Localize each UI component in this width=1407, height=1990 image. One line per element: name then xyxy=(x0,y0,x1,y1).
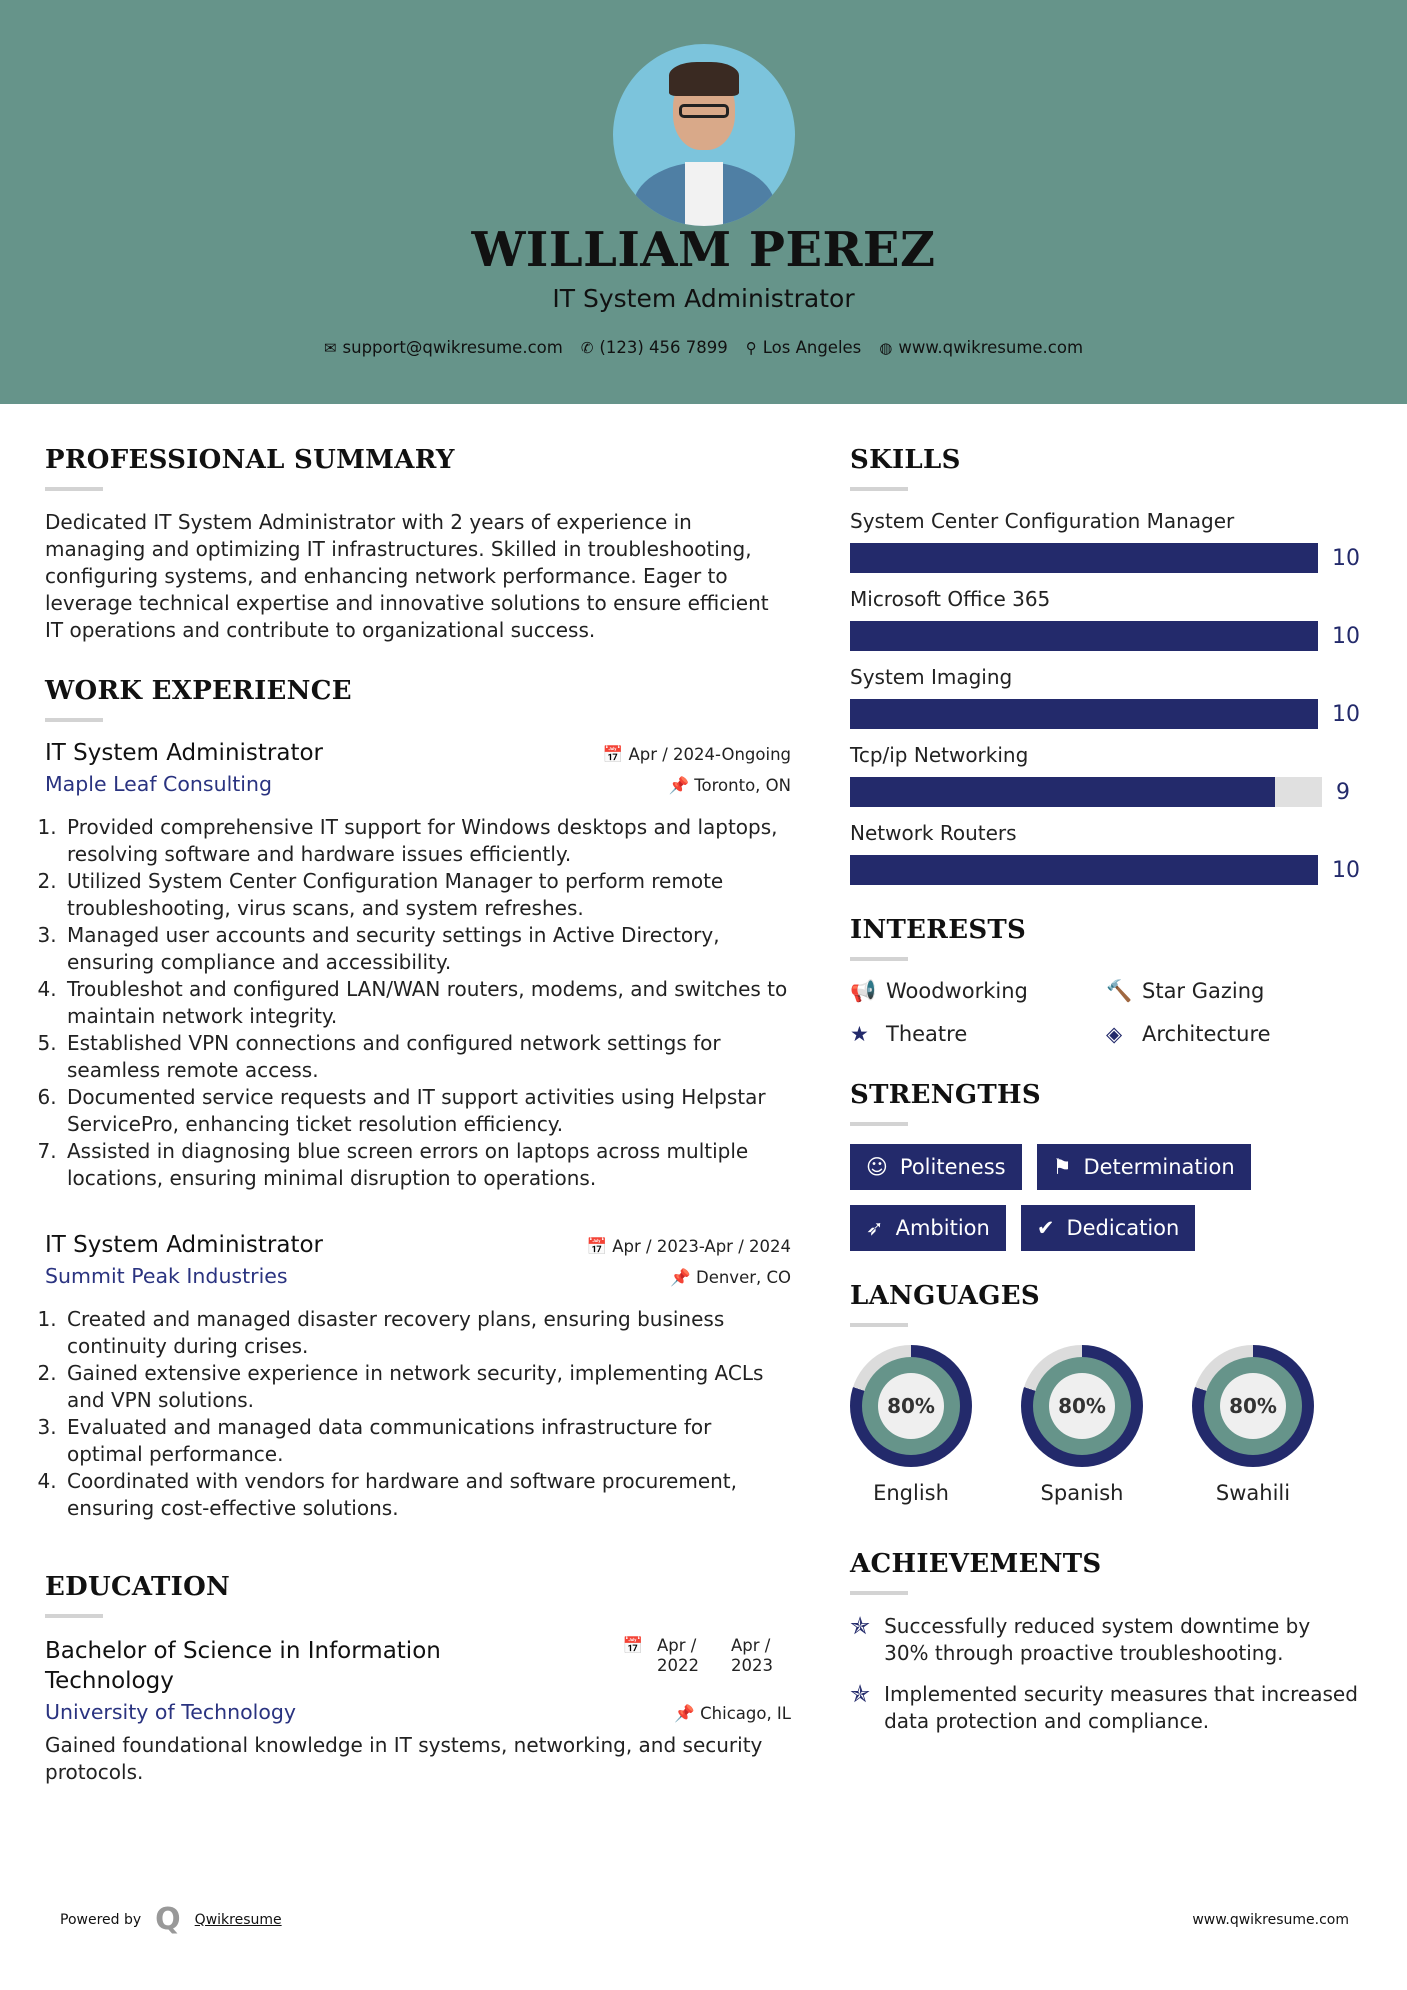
skill-bar-fill xyxy=(850,699,1318,729)
smile-icon: ☺ xyxy=(866,1155,888,1179)
interest-item xyxy=(850,979,1106,1004)
skill-bar-fill xyxy=(850,543,1318,573)
language-name: Spanish xyxy=(1040,1481,1124,1505)
skill-bar xyxy=(850,777,1322,807)
skill-item xyxy=(850,821,1360,885)
bullet-item: 2. Utilized System Center Configuration Manager to perform remote troubleshooting, virus scans, and system refreshes. xyxy=(63,868,791,922)
contact-item xyxy=(581,338,728,357)
flag-icon: ⚑ xyxy=(1052,1155,1072,1179)
strength-label: Determination xyxy=(1083,1155,1235,1179)
job-date: Apr / 2024-Ongoing xyxy=(628,745,791,764)
edu-end: Apr / 2023 xyxy=(731,1636,773,1675)
bullet-item: 7. Assisted in diagnosing blue screen errors on laptops across multiple locations, ensuring minimal disruption to operations. xyxy=(63,1138,791,1192)
pin-icon: 📌 xyxy=(670,1268,696,1287)
skill-bar-row xyxy=(850,699,1360,729)
calendar-icon: 📅 xyxy=(586,1237,613,1256)
strengths-heading: STRENGTHS xyxy=(850,1080,1041,1110)
company-name: Summit Peak Industries xyxy=(45,1264,288,1288)
language-name: English xyxy=(873,1481,949,1505)
bullet-item: 1. Created and managed disaster recovery plans, ensuring business continuity during crises. xyxy=(63,1306,791,1360)
contact-item xyxy=(324,338,563,357)
edu-start: Apr / 2022 xyxy=(657,1636,699,1675)
job-header xyxy=(45,740,791,766)
job-title: IT System Administrator xyxy=(45,740,324,766)
interest-item xyxy=(1106,1022,1356,1046)
achievement-item xyxy=(850,1681,1360,1735)
star-badge-icon: ✯ xyxy=(850,1612,871,1640)
job-location-wrap xyxy=(670,1268,791,1288)
gavel-icon: 🔨 xyxy=(1106,979,1133,1003)
strength-chip xyxy=(850,1144,1022,1190)
language-donut xyxy=(850,1345,972,1467)
skill-bar-row xyxy=(850,777,1360,807)
language-percent: 80% xyxy=(1220,1373,1286,1439)
language-percent: 80% xyxy=(878,1373,944,1439)
skill-name: Tcp/ip Networking xyxy=(850,743,1029,767)
interests-heading: INTERESTS xyxy=(850,915,1027,945)
candidate-title: IT System Administrator xyxy=(552,284,855,313)
job-title: IT System Administrator xyxy=(45,1232,324,1258)
skill-value: 10 xyxy=(1332,701,1360,727)
summary-heading: PROFESSIONAL SUMMARY xyxy=(45,445,455,475)
degree: Bachelor of Science in Information Technology xyxy=(45,1638,441,1694)
contact-text: support@qwikresume.com xyxy=(342,338,563,357)
company-name: Maple Leaf Consulting xyxy=(45,772,273,796)
divider xyxy=(45,487,103,491)
pin-icon: 📌 xyxy=(674,1704,701,1723)
skill-bar-row xyxy=(850,855,1360,885)
school: University of Technology xyxy=(45,1700,297,1724)
divider xyxy=(45,718,103,722)
powered-by-label: Powered by xyxy=(60,1911,142,1928)
profile-photo xyxy=(613,44,795,226)
envelope-icon: ✉ xyxy=(323,339,337,357)
skill-name: System Imaging xyxy=(850,665,1013,689)
qwikresume-link[interactable]: Qwikresume xyxy=(194,1911,282,1928)
job-bullets xyxy=(63,814,791,1192)
skill-bar-fill xyxy=(850,855,1318,885)
achievement-item xyxy=(850,1613,1360,1667)
job-sub xyxy=(45,1264,791,1288)
strength-label: Dedication xyxy=(1066,1216,1180,1240)
skill-item xyxy=(850,665,1360,729)
language-donut xyxy=(1021,1345,1143,1467)
qwikresume-logo-icon: Q xyxy=(155,1902,181,1937)
footer xyxy=(60,1902,1349,1937)
contact-text: Los Angeles xyxy=(762,338,862,357)
skill-name: Microsoft Office 365 xyxy=(850,587,1051,611)
job-entry xyxy=(45,1232,791,1522)
skill-value: 10 xyxy=(1332,623,1360,649)
resume-header xyxy=(0,0,1407,404)
calendar-icon: 📅 xyxy=(622,1636,643,1655)
star-badge-icon: ✯ xyxy=(850,1680,871,1708)
education-heading: EDUCATION xyxy=(45,1572,231,1602)
achievement-text: Successfully reduced system downtime by 30% through proactive troubleshooting. xyxy=(884,1614,1311,1665)
divider xyxy=(850,487,908,491)
skill-bar xyxy=(850,621,1318,651)
interest-item xyxy=(850,1022,1106,1046)
contact-text: www.qwikresume.com xyxy=(898,338,1084,357)
skill-item xyxy=(850,587,1360,651)
pin-icon: 📌 xyxy=(668,776,695,795)
skill-value: 10 xyxy=(1332,545,1360,571)
interest-label: Architecture xyxy=(1142,1022,1271,1046)
job-sub xyxy=(45,772,791,796)
language-name: Swahili xyxy=(1215,1481,1291,1505)
job-header xyxy=(45,1232,791,1258)
contact-item xyxy=(879,338,1083,357)
summary-text: Dedicated IT System Administrator with 2 years of experience in managing and optimizing IT infrastructures. Skilled in troubleshooting, configuring systems, and enhancing network performance. Eager to leverage technical expertise and innovative solutions to ensure efficient IT operations and contribute to organizational success. xyxy=(45,510,769,642)
candidate-name: WILLIAM PEREZ xyxy=(471,222,936,278)
language-percent: 80% xyxy=(1049,1373,1115,1439)
language-item xyxy=(1021,1345,1143,1505)
bullet-item: 3. Evaluated and managed data communications infrastructure for optimal performance. xyxy=(63,1414,791,1468)
star-icon: ★ xyxy=(850,1022,869,1046)
footer-url: www.qwikresume.com xyxy=(1192,1911,1349,1928)
globe-icon: ◍ xyxy=(879,339,893,357)
job-date: Apr / 2023-Apr / 2024 xyxy=(612,1237,791,1256)
interest-label: Theatre xyxy=(886,1022,968,1046)
divider xyxy=(850,1591,908,1595)
edu-location: Chicago, IL xyxy=(700,1704,791,1723)
achievements-heading: ACHIEVEMENTS xyxy=(850,1549,1102,1579)
bullet-item: 5. Established VPN connections and configured network settings for seamless remote access. xyxy=(63,1030,791,1084)
bullet-item: 1. Provided comprehensive IT support for Windows desktops and laptops, resolving software and hardware issues efficiently. xyxy=(63,814,791,868)
skill-bar-row xyxy=(850,543,1360,573)
bullet-item: 4. Troubleshot and configured LAN/WAN routers, modems, and switches to maintain network integrity. xyxy=(63,976,791,1030)
bullet-item: 3. Managed user accounts and security settings in Active Directory, ensuring compliance and accessibility. xyxy=(63,922,791,976)
skill-bar-fill xyxy=(850,621,1318,651)
bullet-item: 2. Gained extensive experience in network security, implementing ACLs and VPN solutions. xyxy=(63,1360,791,1414)
contact-item xyxy=(746,338,862,357)
skill-bar xyxy=(850,699,1318,729)
divider xyxy=(850,1122,908,1126)
job-entry xyxy=(45,740,791,1192)
bullet-item: 4. Coordinated with vendors for hardware and software procurement, ensuring cost-effective solutions. xyxy=(63,1468,791,1522)
strength-chip xyxy=(850,1205,1006,1251)
job-date-wrap xyxy=(603,745,791,765)
education-text: Gained foundational knowledge in IT systems, networking, and security protocols. xyxy=(45,1733,763,1784)
language-item xyxy=(850,1345,972,1505)
strength-label: Politeness xyxy=(899,1155,1006,1179)
phone-icon: ✆ xyxy=(580,339,594,357)
skill-value: 9 xyxy=(1336,779,1350,805)
languages-heading: LANGUAGES xyxy=(850,1281,1040,1311)
divider xyxy=(850,1323,908,1327)
skills-heading: SKILLS xyxy=(850,445,961,475)
skill-bar-row xyxy=(850,621,1360,651)
divider xyxy=(45,1614,103,1618)
experience-heading: WORK EXPERIENCE xyxy=(45,676,352,706)
language-donut xyxy=(1192,1345,1314,1467)
job-location: Denver, CO xyxy=(695,1268,791,1287)
skill-item xyxy=(850,743,1360,807)
map-pin-icon: ⚲ xyxy=(745,339,757,357)
strength-label: Ambition xyxy=(895,1216,990,1240)
interest-item xyxy=(1106,979,1356,1004)
rocket-icon: ➶ xyxy=(866,1216,884,1240)
bullet-item: 6. Documented service requests and IT support activities using Helpstar ServicePro, enhancing ticket resolution efficiency. xyxy=(63,1084,791,1138)
job-bullets xyxy=(63,1306,791,1522)
skill-bar-fill xyxy=(850,777,1275,807)
contact-text: (123) 456 7899 xyxy=(599,338,728,357)
job-location-wrap xyxy=(668,776,791,796)
skill-bar xyxy=(850,543,1318,573)
job-date-wrap xyxy=(586,1237,791,1257)
contact-info xyxy=(0,338,1407,357)
skill-name: Network Routers xyxy=(850,821,1017,845)
divider xyxy=(850,957,908,961)
achievement-text: Implemented security measures that increased data protection and compliance. xyxy=(884,1682,1358,1733)
strength-chip xyxy=(1037,1144,1251,1190)
skill-name: System Center Configuration Manager xyxy=(850,509,1235,533)
interest-label: Woodworking xyxy=(886,979,1028,1003)
ticket-icon: ◈ xyxy=(1106,1022,1123,1046)
skill-bar xyxy=(850,855,1318,885)
interest-label: Star Gazing xyxy=(1142,979,1265,1003)
job-location: Toronto, ON xyxy=(694,776,791,795)
calendar-icon: 📅 xyxy=(602,745,629,764)
megaphone-icon: 📢 xyxy=(850,979,877,1003)
language-item xyxy=(1192,1345,1314,1505)
check-circle-icon: ✔ xyxy=(1036,1216,1055,1240)
skill-item xyxy=(850,509,1360,573)
strength-chip xyxy=(1021,1205,1196,1251)
skill-value: 10 xyxy=(1332,857,1360,883)
